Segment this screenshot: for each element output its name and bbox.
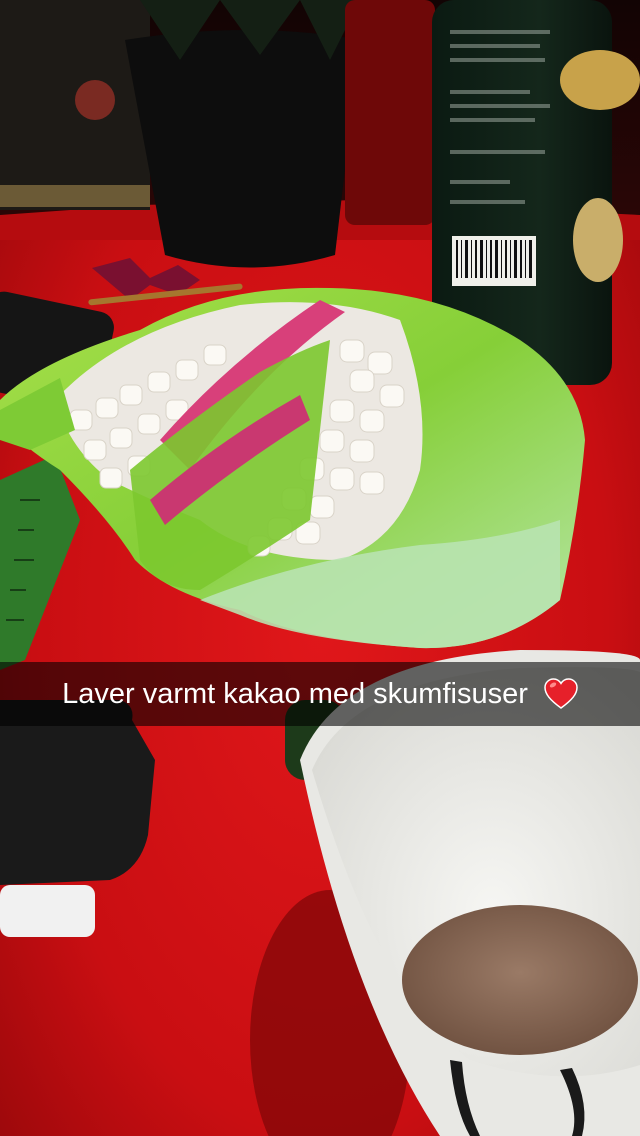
- white-object: [0, 885, 95, 937]
- mirror-frame: [0, 0, 150, 210]
- can-chip-art-2: [573, 198, 623, 282]
- cocoa-powder: [402, 905, 638, 1055]
- snap-caption-bar[interactable]: [0, 662, 640, 726]
- can-chip-art: [560, 50, 640, 110]
- red-tin: [345, 0, 435, 225]
- snap-caption-text: Laver varmt kakao med skumfisuser: [62, 678, 528, 710]
- red-heart-icon: [544, 678, 578, 710]
- barcode: [452, 236, 536, 286]
- black-device: [0, 700, 155, 885]
- mirror-gold-edge: [0, 185, 150, 207]
- blurred-ornament: [75, 80, 115, 120]
